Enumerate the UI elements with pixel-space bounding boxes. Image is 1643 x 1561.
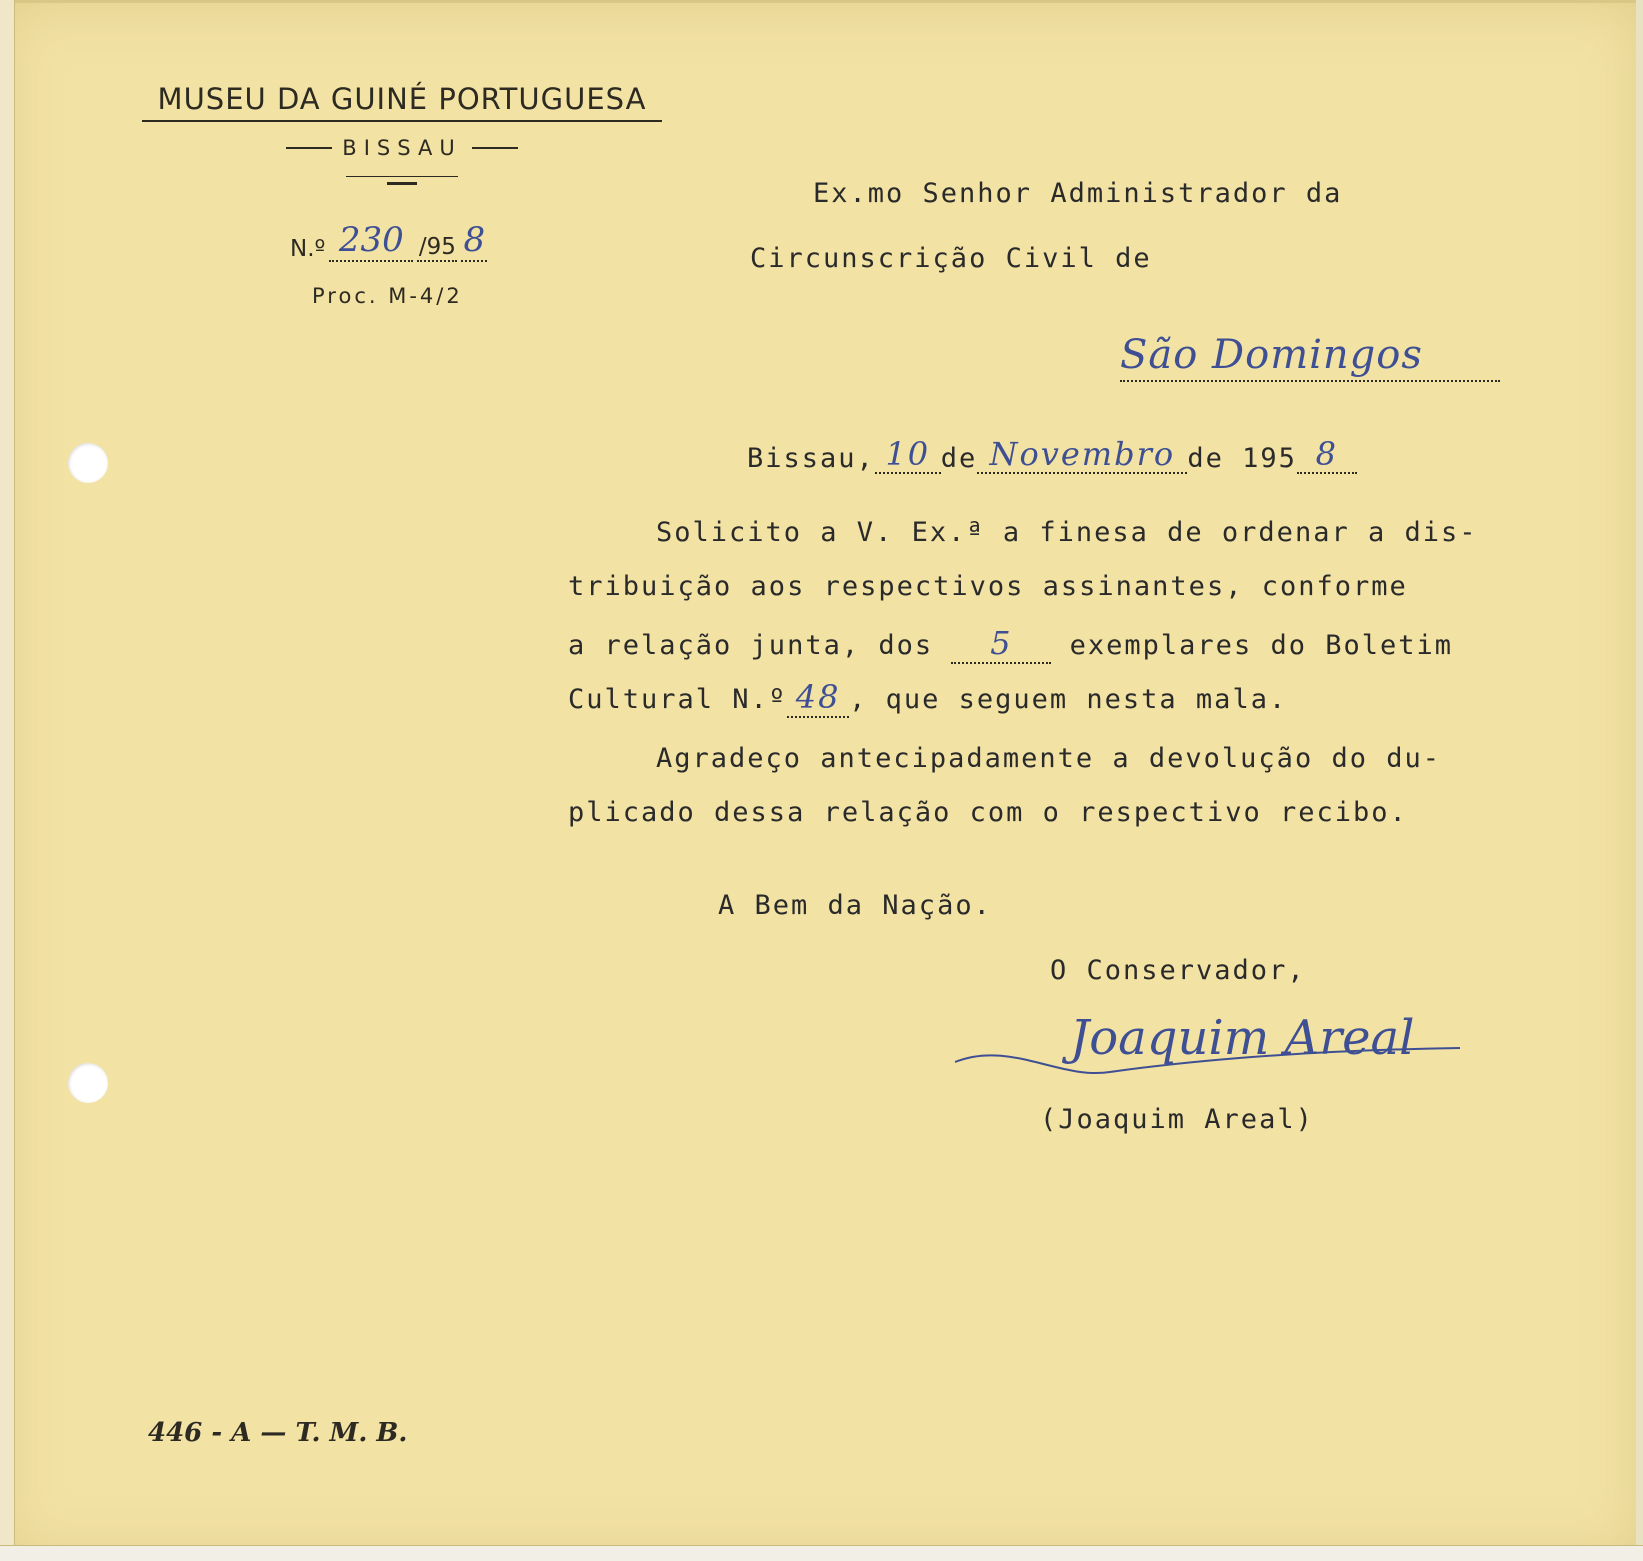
date-year-digit: 8 — [1297, 436, 1357, 474]
signatory-title: O Conservador, — [1050, 955, 1306, 986]
addressee-line-2: Circunscrição Civil de — [750, 243, 1152, 274]
city-dash-left — [286, 147, 332, 149]
city-dash-right — [472, 147, 518, 149]
addressee-place-field — [1120, 330, 1500, 382]
letterhead-city — [142, 136, 662, 160]
bulletin-number: 48 — [787, 678, 849, 718]
reference-number-value: 230 — [329, 220, 413, 262]
body-line-4 — [568, 678, 1287, 718]
body-line-1: Solicito a V. Ex.ª a finesa de ordenar a dis- — [656, 517, 1478, 548]
handwritten-signature — [950, 1010, 1490, 1095]
date-de-2: de 195 — [1187, 443, 1297, 474]
punch-hole-top — [68, 443, 108, 483]
signature-text: Joaquim Areal — [1070, 1010, 1415, 1066]
page-edge-top — [0, 0, 1643, 3]
date-city: Bissau, — [747, 443, 875, 474]
letterhead-rule-short — [387, 182, 417, 185]
reference-number — [290, 220, 487, 262]
body-line-4-start: Cultural N.º — [568, 684, 788, 715]
body-line-6: plicado dessa relação com o respectivo recibo. — [568, 797, 1408, 828]
page-edge-right — [1636, 0, 1643, 1560]
body-line-4-end: , que seguem nesta mala. — [849, 684, 1288, 715]
body-line-5: Agradeço antecipadamente a devolução do du- — [656, 743, 1441, 774]
page-edge-left — [0, 0, 15, 1560]
page-edge-bottom — [0, 1545, 1643, 1561]
print-code: 446 - A — T. M. B. — [148, 1418, 408, 1448]
dateline — [747, 436, 1357, 474]
letterhead — [142, 82, 662, 185]
process-number: Proc. M-4/2 — [312, 284, 463, 308]
reference-no-label: N.º — [290, 236, 326, 262]
reference-year-suffix: 8 — [461, 220, 487, 262]
date-de-1: de — [940, 443, 978, 474]
signatory-name: (Joaquim Areal) — [1040, 1104, 1314, 1135]
punch-hole-bottom — [68, 1063, 108, 1103]
letterhead-rule — [346, 176, 458, 177]
body-line-3 — [568, 624, 1453, 664]
copies-count: 5 — [951, 624, 1051, 664]
date-day: 10 — [875, 436, 941, 474]
city-name: BISSAU — [342, 136, 462, 160]
institution-name: MUSEU DA GUINÉ PORTUGUESA — [142, 82, 662, 122]
addressee-place-handwritten: São Domingos — [1120, 332, 1423, 378]
body-line-3-start: a relação junta, dos — [568, 630, 934, 661]
addressee-line-1: Ex.mo Senhor Administrador da — [813, 178, 1343, 209]
closing-phrase: A Bem da Nação. — [718, 890, 992, 921]
date-month: Novembro — [977, 436, 1187, 474]
body-line-2: tribuição aos respectivos assinantes, conforme — [568, 571, 1408, 602]
reference-year-prefix: /95 — [418, 234, 456, 260]
body-line-3-end: exemplares do Boletim — [1069, 630, 1454, 661]
